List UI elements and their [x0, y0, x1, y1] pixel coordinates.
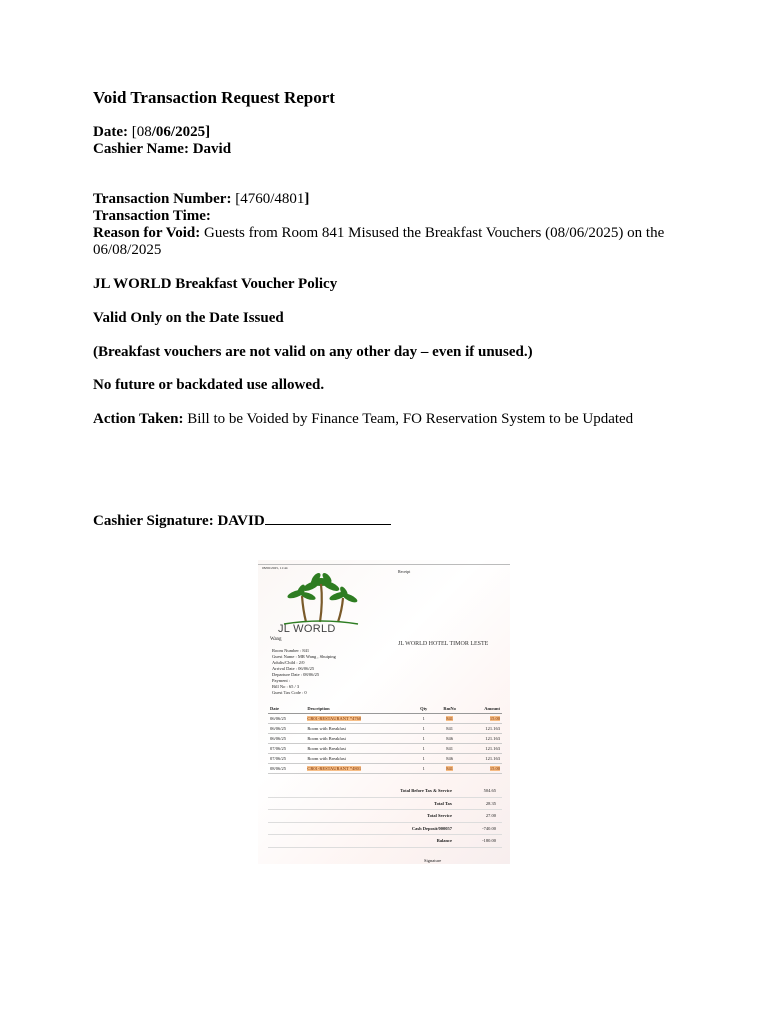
receipt-info-departure: Departure Date : 08/06/25	[272, 672, 320, 677]
row-qty: 1	[413, 734, 434, 744]
receipt-info-arrival: Arrival Date : 06/06/25	[272, 666, 315, 671]
row-amount: 121.163	[465, 724, 502, 734]
row-desc-highlighted: CR01-RESTAURANT *4801	[307, 766, 362, 771]
receipt-hotel-name: JL WORLD HOTEL TIMOR LESTE	[398, 641, 489, 647]
reason-label: Reason for Void:	[93, 225, 201, 241]
cash-deposit-row	[268, 823, 502, 836]
total-label: Total Tax	[434, 800, 452, 806]
row-desc: Room with Breakfast	[305, 744, 413, 754]
total-value: -740.00	[482, 825, 496, 831]
row-date: 06/06/25	[268, 724, 305, 734]
receipt-logo-text: JL WORLD	[278, 623, 336, 635]
row-desc: Room with Breakfast	[305, 754, 413, 764]
row-amount: 121.163	[465, 754, 502, 764]
row-qty: 1	[413, 714, 434, 724]
col-room: RmNo	[434, 704, 465, 714]
table-row	[268, 714, 502, 724]
row-date: 08/06/25	[268, 764, 305, 774]
receipt-items-table	[268, 704, 502, 774]
receipt-info-taxcode: Guest Tax Code : 0	[272, 690, 307, 695]
col-qty: Qty	[413, 704, 434, 714]
policy-title: JL WORLD Breakfast Voucher Policy	[93, 276, 338, 292]
table-row	[268, 744, 502, 754]
date-value-plain: [08	[127, 124, 152, 140]
reason-value: Guests from Room 841 Misused the Breakfast Vouchers (08/06/2025) on the 06/08/2025	[93, 225, 665, 258]
row-amount: 121.163	[465, 744, 502, 754]
receipt-table-header	[268, 704, 502, 714]
transaction-time-label: Transaction Time:	[93, 208, 211, 224]
signature-label: Cashier Signature: DAVID	[93, 513, 265, 529]
receipt-info-guest: Guest Name : MR Wang , Shuiping	[272, 654, 336, 659]
table-row	[268, 734, 502, 744]
receipt-signature-label: Signature	[424, 858, 442, 863]
receipt-top-rule	[258, 564, 510, 565]
policy-line-valid-date: Valid Only on the Date Issued	[93, 310, 284, 326]
total-before-tax-row	[268, 785, 502, 798]
row-room: 841	[434, 744, 465, 754]
action-value: Bill to be Voided by Finance Team, FO Reservation System to be Updated	[183, 411, 634, 427]
row-room: 846	[434, 754, 465, 764]
row-room-highlighted: 841	[446, 716, 453, 721]
report-date	[93, 124, 210, 141]
policy-line-not-valid: (Breakfast vouchers are not valid on any other day – even if unused.)	[93, 344, 533, 360]
palm-tree-logo-icon	[276, 572, 366, 628]
row-qty: 1	[413, 754, 434, 764]
date-value-bold: /06/2025]	[151, 124, 211, 140]
row-desc-highlighted: CR01-RESTAURANT *4760	[307, 716, 362, 721]
total-value: -180.00	[482, 838, 496, 843]
action-taken	[93, 411, 633, 428]
action-label: Action Taken:	[93, 411, 184, 427]
row-date: 07/06/25	[268, 744, 305, 754]
receipt-info-payment: Payment :	[272, 678, 291, 683]
row-room-highlighted: 841	[446, 766, 453, 771]
receipt-image	[258, 560, 510, 864]
table-row	[268, 764, 502, 774]
row-qty: 1	[413, 764, 434, 774]
txn-number-value: [4760/4801	[231, 191, 305, 207]
row-amount-highlighted: 15.00	[489, 716, 500, 721]
receipt-info-adults: Adults/Child : 2/0	[272, 660, 305, 665]
report-title: Void Transaction Request Report	[93, 88, 335, 107]
receipt-info-room: Room Number : 841	[272, 648, 310, 653]
balance-row	[268, 835, 502, 848]
row-qty: 1	[413, 724, 434, 734]
col-description: Description	[305, 704, 413, 714]
table-row	[268, 724, 502, 734]
total-label: Total Service	[427, 813, 452, 818]
row-qty: 1	[413, 744, 434, 754]
row-date: 06/06/25	[268, 734, 305, 744]
txn-number-close: ]	[304, 191, 310, 207]
transaction-number	[93, 191, 309, 208]
row-room: 841	[434, 724, 465, 734]
receipt-info-bill: Bill No : 65 / 3	[272, 684, 300, 689]
total-value: 28.35	[485, 800, 496, 806]
signature-line	[265, 512, 391, 525]
row-desc: Room with Breakfast	[305, 724, 413, 734]
receipt-timestamp: 08/06/2025, 11:44	[262, 566, 288, 570]
policy-line-no-backdate: No future or backdated use allowed.	[93, 377, 325, 393]
row-date: 06/06/25	[268, 714, 305, 724]
row-amount: 121.163	[465, 734, 502, 744]
cashier-name: Cashier Name: David	[93, 141, 232, 157]
total-service-row	[268, 810, 502, 823]
total-tax-row	[268, 798, 502, 811]
txn-number-label: Transaction Number:	[93, 191, 232, 207]
total-label: Cash Deposit/000057	[411, 825, 452, 831]
date-label: Date:	[93, 124, 128, 140]
total-value: 504.65	[483, 788, 496, 793]
table-row	[268, 754, 502, 764]
row-desc: Room with Breakfast	[305, 734, 413, 744]
total-label: Balance	[436, 838, 452, 843]
row-amount-highlighted: 15.00	[489, 766, 500, 771]
col-date: Date	[268, 704, 305, 714]
col-amount: Amount	[465, 704, 502, 714]
receipt-guest-surname: Wang	[270, 637, 282, 642]
row-room: 846	[434, 734, 465, 744]
total-value: 27.00	[485, 813, 496, 818]
receipt-heading: Receipt	[398, 569, 411, 574]
receipt-totals	[268, 785, 502, 848]
reason-for-void	[93, 225, 673, 259]
cashier-signature	[93, 512, 391, 530]
total-label: Total Before Tax & Service	[400, 788, 452, 793]
row-date: 07/06/25	[268, 754, 305, 764]
